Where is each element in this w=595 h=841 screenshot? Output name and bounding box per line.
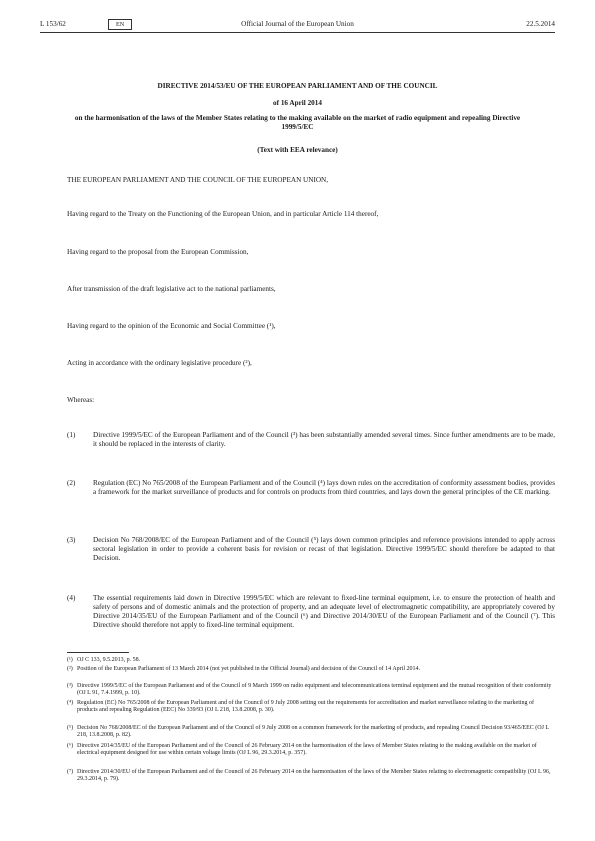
- footnote-divider: [67, 652, 129, 653]
- footnote-number: (⁶): [67, 743, 74, 749]
- footnote-text: Position of the European Parliament of 13 March 2014 (not yet published in the Official Journal) and decision of the Council of 14 April 2014.: [77, 666, 420, 672]
- recital-number: (4): [67, 594, 76, 602]
- footnote-number: (¹): [67, 657, 73, 663]
- footnote-number: (⁵): [67, 725, 74, 731]
- publication-date: 22.5.2014: [526, 20, 555, 28]
- recital-text: The essential requirements laid down in Directive 1999/5/EC which are relevant to fixed-line terminal equipment, i.e. to ensure the protection of health and safety of persons and of domestic animals and the protection of property, and an adequate level of electromagnetic compatibility, are appropriately covered by Directive 2014/35/EU of the European Parliament and of the Council (⁶) and Directive 2014/30/EU of the European Parliament and of the Council (⁷). This Directive should therefore not apply to fixed-line terminal equipment.: [93, 594, 555, 629]
- citation-procedure: Acting in accordance with the ordinary legislative procedure (²),: [67, 359, 252, 367]
- footnote-text: OJ C 133, 9.5.2013, p. 58.: [77, 657, 141, 663]
- recital-number: (2): [67, 479, 76, 487]
- directive-subject: on the harmonisation of the laws of the Member States relating to the making available on the market of radio equipment and repealing Directive 1999/5/EC: [74, 114, 521, 131]
- eea-relevance-note: (Text with EEA relevance): [257, 146, 338, 154]
- citation-opinion: Having regard to the opinion of the Economic and Social Committee (¹),: [67, 322, 276, 330]
- footnote-text: Directive 1999/5/EC of the European Parliament and of the Council of 9 March 1999 on radio equipment and telecommunications terminal equipment and the mutual recognition of their conformity (OJ L 91, 7.4.1999, p. 10).: [77, 683, 552, 697]
- footnote-text: Directive 2014/30/EU of the European Parliament and of the Council of 26 February 2014 on the harmonisation of the laws of the Member States relating to electromagnetic compatibility (OJ L 96, 29.3.2014, p. 79).: [77, 769, 551, 783]
- recital-number: (1): [67, 431, 76, 439]
- recital-text: Directive 1999/5/EC of the European Parliament and of the Council (³) has been substantially amended several times. Since further amendments are to be made, it should be replaced in the interests of clarity.: [93, 431, 555, 448]
- page-reference: L 153/62: [40, 20, 66, 28]
- recital-number: (3): [67, 536, 76, 544]
- whereas-heading: Whereas:: [67, 396, 95, 404]
- footnote-number: (⁷): [67, 769, 74, 775]
- journal-title: Official Journal of the European Union: [241, 20, 354, 28]
- directive-title: DIRECTIVE 2014/53/EU OF THE EUROPEAN PARLIAMENT AND OF THE COUNCIL: [157, 82, 438, 90]
- footnote-text: Regulation (EC) No 765/2008 of the European Parliament and of the Council of 9 July 2008 setting out the requirements for accreditation and market surveillance relating to the marketing of products and repealing Regulation (EEC) No 339/93 (OJ L 218, 13.8.2008, p. 30).: [77, 700, 535, 714]
- citation-transmission: After transmission of the draft legislative act to the national parliaments,: [67, 285, 276, 293]
- recital-text: Regulation (EC) No 765/2008 of the European Parliament and of the Council (⁴) lays down rules on the accreditation of conformity assessment bodies, provides a framework for the market surveillance of products and for controls on products from third countries, and lays down the general principles of the CE marking.: [93, 479, 555, 496]
- recital-text: Decision No 768/2008/EC of the European Parliament and of the Council (⁵) lays down common principles and reference provisions intended to apply across sectoral legislation in order to provide a coherent basis for revision or recast of that legislation. Directive 1999/5/EC should therefore be adapted to that Decision.: [93, 536, 555, 562]
- footnote-text: Decision No 768/2008/EC of the European Parliament and of the Council of 9 July 2008 on a common framework for the marketing of products, and repealing Council Decision 93/465/EEC (OJ L 218, 13.8.2008, p. 82).: [77, 725, 549, 739]
- preamble-opening: THE EUROPEAN PARLIAMENT AND THE COUNCIL OF THE EUROPEAN UNION,: [67, 176, 329, 184]
- footnote-text: Directive 2014/35/EU of the European Parliament and of the Council of 26 February 2014 on the harmonisation of the laws of Member States relating to the making available on the market of electrical equipment designed for use within certain voltage limits (OJ L 96, 29.3.2014, p. 357).: [77, 743, 537, 757]
- header-divider: [40, 32, 555, 33]
- footnote-number: (³): [67, 683, 73, 689]
- footnote-number: (²): [67, 666, 73, 672]
- footnote-number: (⁴): [67, 700, 74, 706]
- language-badge: EN: [108, 19, 132, 30]
- directive-date: of 16 April 2014: [273, 99, 322, 107]
- citation-proposal: Having regard to the proposal from the European Commission,: [67, 248, 249, 256]
- citation-treaty: Having regard to the Treaty on the Functioning of the European Union, and in particular Article 114 thereof,: [67, 210, 379, 218]
